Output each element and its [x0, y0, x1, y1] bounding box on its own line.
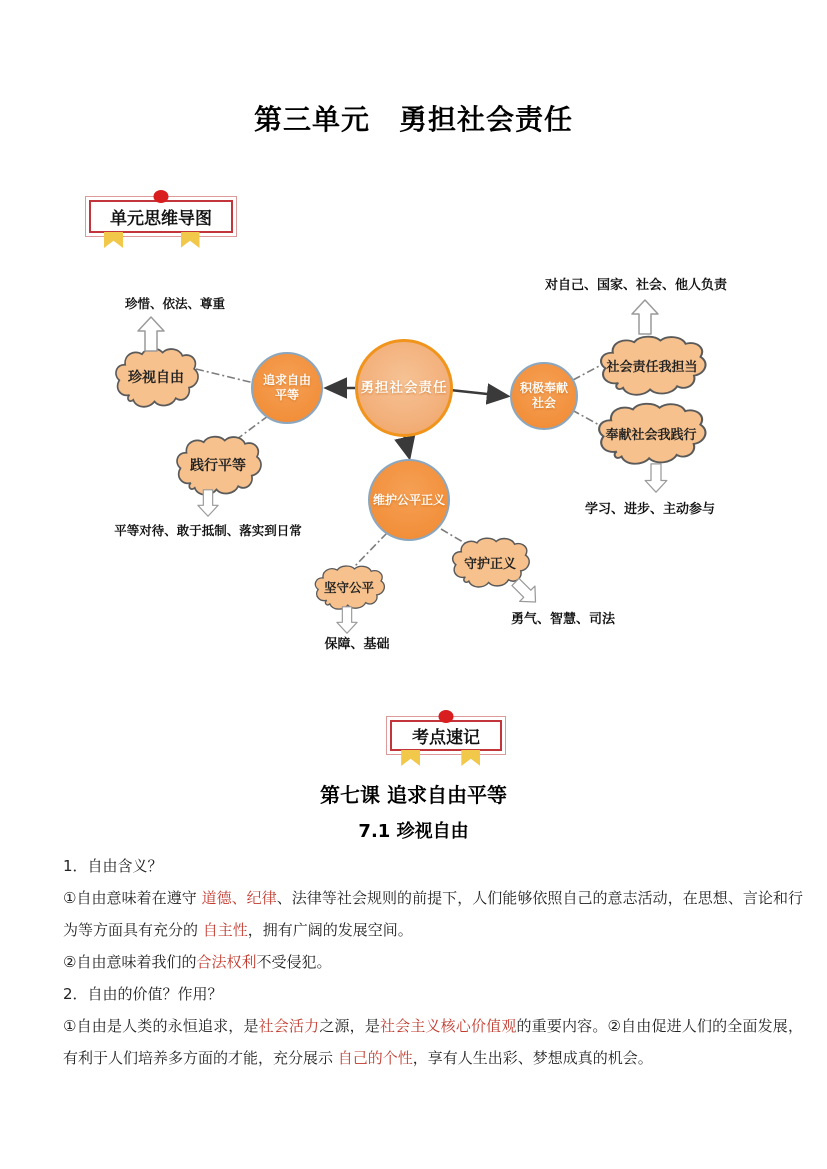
cloud-label: 守护正义 — [463, 556, 516, 572]
page-title: 第三单元 勇担社会责任 — [253, 103, 573, 136]
down-arrow-icon — [334, 606, 360, 634]
highlighted-term: 社会主义核心价值观 — [379, 1017, 517, 1035]
highlighted-term: 自主性 — [202, 921, 248, 939]
text-segment: ，拥有广阔的发展空间。 — [247, 921, 413, 939]
up-arrow-icon — [631, 299, 659, 335]
label-fairness-keywords: 保障、基础 — [324, 637, 390, 652]
text-segment: 的重要内容。②自由促进人们的全面发展，有利于人们培养多方面的才能，充分展示 — [63, 1017, 803, 1067]
mindmap-node-justice — [368, 459, 450, 541]
answer-1-paragraph — [63, 882, 803, 946]
center-node-label: 勇担社会责任 — [360, 379, 448, 396]
cloud-label: 践行平等 — [190, 458, 246, 474]
cloud-serve-society — [594, 401, 708, 465]
mindmap-node-devote-society — [510, 362, 578, 430]
cloud-label: 奉献社会我践行 — [605, 427, 697, 443]
text-segment: ①自由意味着在遵守 — [63, 889, 202, 907]
cloud-cherish-freedom — [112, 346, 200, 408]
keypoints-section-badge — [386, 716, 506, 755]
ribbon-icon — [401, 750, 420, 766]
question-1: 1．自由含义？ — [63, 857, 163, 875]
keypoints-badge-label: 考点速记 — [390, 720, 502, 751]
answer-1b-paragraph — [63, 946, 803, 978]
text-segment: ，享有人生出彩、梦想成真的机会。 — [412, 1049, 653, 1067]
label-participate-keywords: 学习、进步、主动参与 — [584, 502, 716, 517]
highlighted-term: 合法权利 — [196, 953, 257, 971]
answer-2-paragraph — [63, 1010, 803, 1074]
node-label: 维护公平正义 — [372, 492, 445, 507]
ribbon-icon — [461, 750, 480, 766]
node-label-line2: 社会 — [531, 396, 556, 410]
sub-heading: 7.1 珍视自由 — [358, 821, 469, 842]
highlighted-term: 道德、纪律 — [201, 889, 277, 907]
ribbon-icon — [104, 232, 123, 248]
question-2: 2．自由的价值？作用？ — [63, 985, 223, 1003]
mindmap-badge-label: 单元思维导图 — [89, 200, 233, 233]
up-arrow-icon — [137, 316, 165, 352]
cloud-label: 珍视自由 — [128, 370, 184, 386]
label-equality-keywords: 平等对待、敢于抵制、落实到日常 — [114, 523, 302, 538]
text-segment: 不受侵犯。 — [256, 953, 332, 971]
text-segment: 、法律等社会规则的前提下，人们能够依照自己的意志活动，在思想、言论和行为等方面具有充分的 — [63, 889, 803, 939]
red-dot-icon — [154, 190, 169, 203]
cloud-label: 社会责任我担当 — [606, 359, 698, 375]
cloud-uphold-fairness — [312, 564, 386, 610]
highlighted-term: 自己的个性 — [337, 1049, 413, 1067]
notes-body — [63, 850, 803, 1074]
node-label-line2: 平等 — [274, 388, 299, 402]
label-justice-keywords: 勇气、智慧、司法 — [510, 612, 616, 627]
red-dot-icon — [439, 710, 454, 723]
mindmap-center-node — [355, 339, 453, 437]
lesson-heading: 第七课 追求自由平等 — [320, 783, 507, 807]
mindmap-section-badge — [85, 196, 237, 237]
text-segment: ①自由是人类的永恒追求，是 — [63, 1017, 259, 1035]
node-label-line1: 追求自由 — [262, 373, 311, 387]
down-arrow-icon — [643, 463, 669, 493]
mindmap-node-pursue-freedom — [251, 352, 323, 424]
cloud-shoulder-responsibility — [596, 334, 708, 396]
cloud-practice-equality — [173, 434, 263, 496]
cloud-label: 坚守公平 — [323, 580, 374, 595]
text-segment: ②自由意味着我们的 — [63, 953, 197, 971]
down-arrow-icon — [195, 489, 221, 517]
ribbon-icon — [181, 232, 200, 248]
label-cherish-keywords: 珍惜、依法、尊重 — [124, 296, 226, 311]
node-label-line1: 积极奉献 — [519, 381, 568, 395]
label-responsible-keywords: 对自己、国家、社会、他人负责 — [544, 278, 728, 293]
highlighted-term: 社会活力 — [258, 1017, 320, 1035]
text-segment: 之源，是 — [319, 1017, 380, 1035]
